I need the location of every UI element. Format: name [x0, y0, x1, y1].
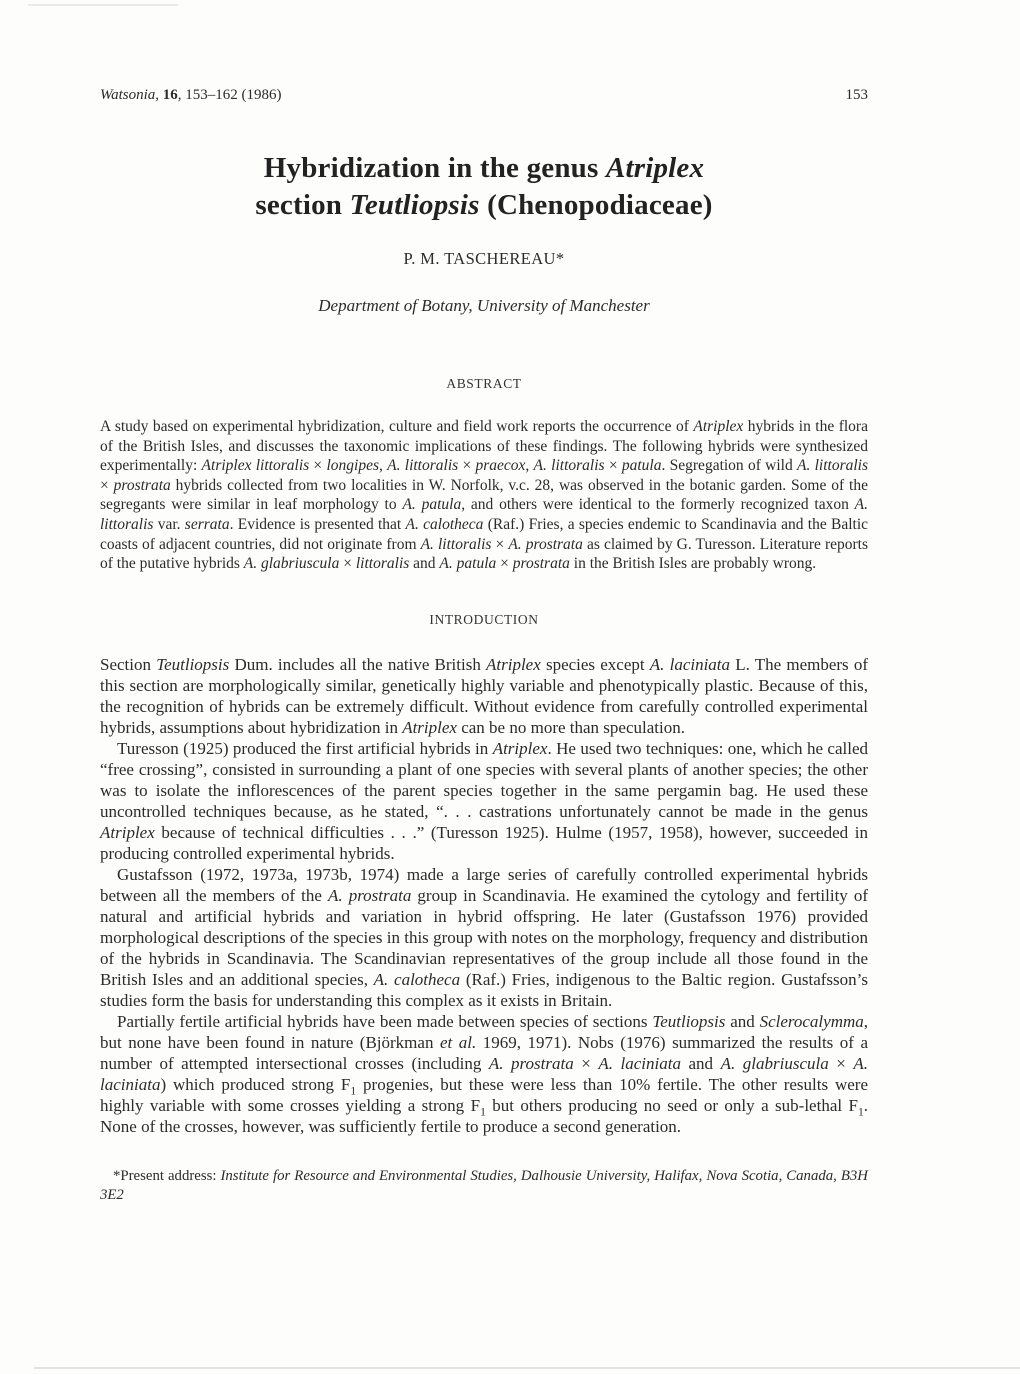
introduction-paragraph-4: Partially fertile artificial hybrids have been made between species of sections Teutliopsis and Sclerocalymma, but none have been found in nature (Björkman et al. 1969, 1971). Nobs (1976) summarized the results of a number of attempted intersectional crosses (including A. prostrata × A. laciniata and A. glabriuscula × A. laciniata) which produced strong $F_1$ progenies, but these were less than 10% fertile. The other results were highly variable with some crosses yielding a strong $F_1$ but others producing no seed or only a sub-lethal $F_1$. None of the crosses, however, was sufficiently fertile to produce a second generation. — [100, 1011, 869, 1136]
scan-edge-bottom — [34, 1367, 1020, 1369]
footnote: *Present address: Institute for Resource and Environmental Studies, Dalhousie University, Halifax, Nova Scotia, Canada, B3H 3E2 — [100, 1167, 868, 1203]
article-title — [100, 150, 868, 224]
scan-edge-top — [28, 4, 178, 6]
author-affiliation: Department of Botany, University of Manchester — [318, 296, 650, 315]
page-number: 153 — [845, 87, 868, 103]
page-content — [100, 0, 868, 1205]
running-head — [100, 86, 868, 104]
article-title-line1: Hybridization in the genus Atriplex — [263, 152, 705, 184]
introduction-paragraph-2: Turesson (1925) produced the first artificial hybrids in Atriplex. He used two techniques: one, which he called “free crossing”, consisted in surrounding a plant of one species with several plants of another species; the other was to isolate the inflorescences of the parent species together in the same pergamin bag. He used these uncontrolled techniques because, as he stated, “. . . castrations unfortunately cannot be made in the genus Atriplex because of technical difficulties . . .” (Turesson 1925). Hulme (1957, 1958), however, succeeded in producing controlled experimental hybrids. — [100, 738, 869, 863]
introduction-heading: INTRODUCTION — [429, 611, 539, 627]
abstract-heading: ABSTRACT — [446, 376, 522, 391]
author-name: P. M. TASCHEREAU* — [403, 249, 565, 268]
journal-reference: Watsonia, 16, 153–162 (1986) — [100, 87, 282, 103]
introduction-paragraph-3: Gustafsson (1972, 1973a, 1973b, 1974) made a large series of carefully controlled experimental hybrids between all the members of the A. prostrata group in Scandinavia. He examined the cytology and fertility of natural and artificial hybrids and variation in hybrid offspring. He later (Gustafsson 1976) provided morphological descriptions of the species in this group with notes on the morphology, frequency and distribution of the hybrids in Scandinavia. The Scandinavian representatives of the group include all those found in the British Isles and an additional species, A. calotheca (Raf.) Fries, indigenous to the Baltic region. Gustafsson’s studies form the basis for understanding this complex as it exists in Britain. — [100, 864, 869, 1010]
article-title-line2: section Teutliopsis (Chenopodiaceae) — [255, 189, 713, 221]
abstract-text: A study based on experimental hybridization, culture and field work reports the occurrence of Atriplex hybrids in the flora of the British Isles, and discusses the taxonomic implications of these findings. The following hybrids were synthesized experimentally: Atriplex littoralis × longipes, A. littoralis × praecox, A. littoralis × patula. Segregation of wild A. littoralis × prostrata hybrids collected from two localities in W. Norfolk, v.c. 28, was observed in the botanic garden. Some of the segregants were similar in leaf morphology to A. patula, and others were identical to the formerly recognized taxon A. littoralis var. serrata. Evidence is presented that A. calotheca (Raf.) Fries, a species endemic to Scandinavia and the Baltic coasts of adjacent countries, did not originate from A. littoralis × A. prostrata as claimed by G. Turesson. Literature reports of the putative hybrids A. glabriuscula × littoralis and A. patula × prostrata in the British Isles are probably wrong. — [100, 418, 869, 573]
introduction-paragraph-1: Section Teutliopsis Dum. includes all the native British Atriplex species except A. laciniata L. The members of this section are morphologically similar, genetically highly variable and phenotypically plastic. Because of this, the recognition of hybrids can be extremely difficult. Without evidence from carefully controlled experimental hybrids, assumptions about hybridization in Atriplex can be no more than speculation. — [100, 654, 869, 737]
